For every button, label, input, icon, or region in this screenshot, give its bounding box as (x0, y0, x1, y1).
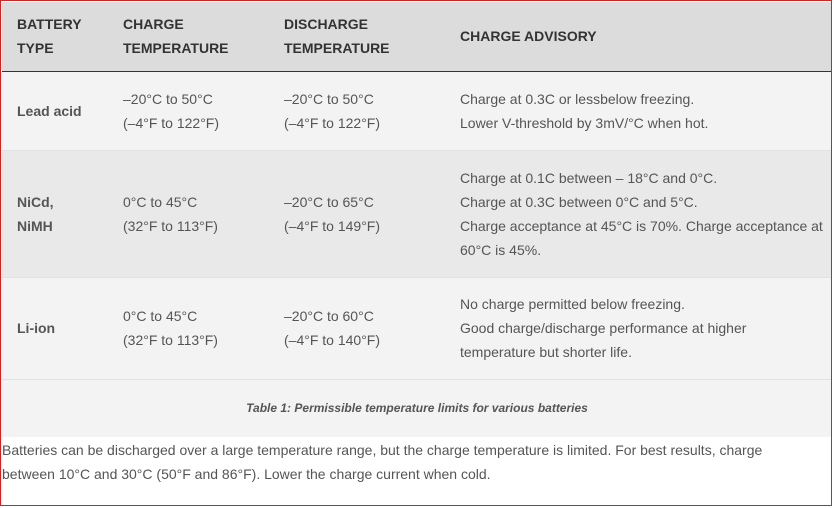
table-row-li-ion (2, 277, 832, 379)
table-caption-area (2, 380, 832, 437)
temperature-limits-table (2, 2, 832, 380)
cell-discharge-temperature: –20°C to 50°C (–4°F to 122°F) (269, 71, 445, 150)
battery-temperature-section (2, 2, 832, 437)
cell-charge-advisory: Charge at 0.1C between – 18°C and 0°C. Charge at 0.3C between 0°C and 5°C. Charge acceptance at 45°C is 70%. Charge acceptance at 60°C is 45%. (445, 150, 832, 277)
cell-battery-type: Lead acid (2, 71, 108, 150)
cell-discharge-temperature: –20°C to 65°C (–4°F to 149°F) (269, 150, 445, 277)
table-caption: Table 1: Permissible temperature limits for various batteries (246, 401, 588, 415)
cell-charge-temperature: 0°C to 45°C (32°F to 113°F) (108, 150, 269, 277)
table-row-nicd-nimh (2, 150, 832, 277)
header-discharge-temperature: DISCHARGE TEMPERATURE (269, 2, 445, 71)
header-charge-temperature: CHARGE TEMPERATURE (108, 2, 269, 71)
cell-charge-temperature: –20°C to 50°C (–4°F to 122°F) (108, 71, 269, 150)
cell-battery-type: Li-ion (2, 277, 108, 379)
cell-charge-advisory: No charge permitted below freezing. Good charge/discharge performance at higher temperature but shorter life. (445, 277, 832, 379)
table-row-lead-acid (2, 71, 832, 150)
cell-discharge-temperature: –20°C to 60°C (–4°F to 140°F) (269, 277, 445, 379)
header-charge-advisory: CHARGE ADVISORY (445, 2, 832, 71)
body-paragraph: Batteries can be discharged over a large temperature range, but the charge temperature is limited. For best results, charge between 10°C and 30°C (50°F and 86°F). Lower the charge current when cold. (2, 442, 763, 482)
header-battery-type: BATTERY TYPE (2, 2, 108, 71)
cell-charge-temperature: 0°C to 45°C (32°F to 113°F) (108, 277, 269, 379)
table-header-row (2, 2, 832, 71)
cell-battery-type: NiCd, NiMH (2, 150, 108, 277)
cell-charge-advisory: Charge at 0.3C or lessbelow freezing. Lower V-threshold by 3mV/°C when hot. (445, 71, 832, 150)
